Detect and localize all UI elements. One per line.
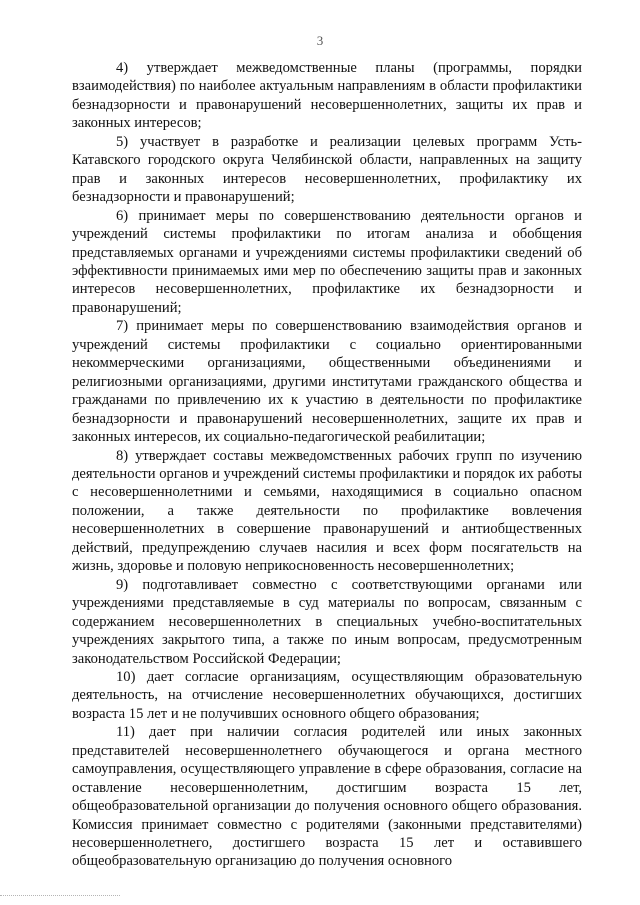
scan-edge-mark: [0, 895, 120, 902]
paragraph-item-6: 6) принимает меры по совершенствованию деятельности органов и учреждений системы профилактики по итогам анализа и обобщения представляемых органами и учреждениями системы профилактики сведений об эффективности принимаемых ими мер по обеспечению защиты прав и законных интересов несовершеннолетних, профилактике их безнадзорности и правонарушений;: [72, 207, 582, 316]
paragraph-item-9: 9) подготавливает совместно с соответствующими органами или учреждениями представляемые в суд материалы по вопросам, связанным с содержанием несовершеннолетних в специальных учебно-воспитательных учреждениях закрытого типа, а также по иным вопросам, предусмотренным законодательством Российской Федерации;: [72, 576, 582, 667]
paragraph-item-11: 11) дает при наличии согласия родителей или иных законных представителей несовершеннолетнего обучающегося и органа местного самоуправления, осуществляющего управление в сфере образования, согласие на оставление несовершеннолетним, достигшим возраста 15 лет, общеобразовательной организации до получения основного общего образования. Комиссия принимает совместно с родителями (законными представителями) несовершеннолетнего, достигшего возраста 15 лет и оставившего общеобразовательную организацию до получения основного: [72, 724, 582, 870]
paragraph-item-5: 5) участвует в разработке и реализации целевых программ Усть-Катавского городского округа Челябинской области, направленных на защиту прав и законных интересов несовершеннолетних, профилактику их безнадзорности и правонарушений;: [72, 133, 582, 206]
paragraph-item-4: 4) утверждает межведомственные планы (программы, порядки взаимодействия) по наиболее актуальным направлениям в области профилактики безнадзорности и правонарушений несовершеннолетних, защиты их прав и законных интересов;: [72, 60, 582, 132]
paragraph-item-7: 7) принимает меры по совершенствованию взаимодействия органов и учреждений системы профилактики с социально ориентированными некоммерческими организациями, общественными объединениями и религиозными организациями, другими институтами гражданского общества и гражданами по привлечению их к участию в деятельности по профилактике безнадзорности и правонарушений несовершеннолетних, защите их прав и законных интересов, их социально-педагогической реабилитации;: [72, 318, 582, 446]
document-body: [72, 59, 582, 871]
page-number: 3: [316, 33, 324, 48]
paragraph-item-8: 8) утверждает составы межведомственных рабочих групп по изучению деятельности органов и учреждений системы профилактики и порядок их работы с несовершеннолетними и семьями, находящимися в социально опасном положении, а также деятельности по профилактике вовлечения несовершеннолетних в совершение правонарушений и антиобщественных действий, предупреждению случаев насилия и всех форм посягательств на жизнь, здоровье и половую неприкосновенность несовершеннолетних;: [72, 447, 582, 575]
paragraph-item-10: 10) дает согласие организациям, осуществляющим образовательную деятельность, на отчисление несовершеннолетних обучающихся, достигших возраста 15 лет и не получивших основного общего образования;: [72, 668, 582, 722]
